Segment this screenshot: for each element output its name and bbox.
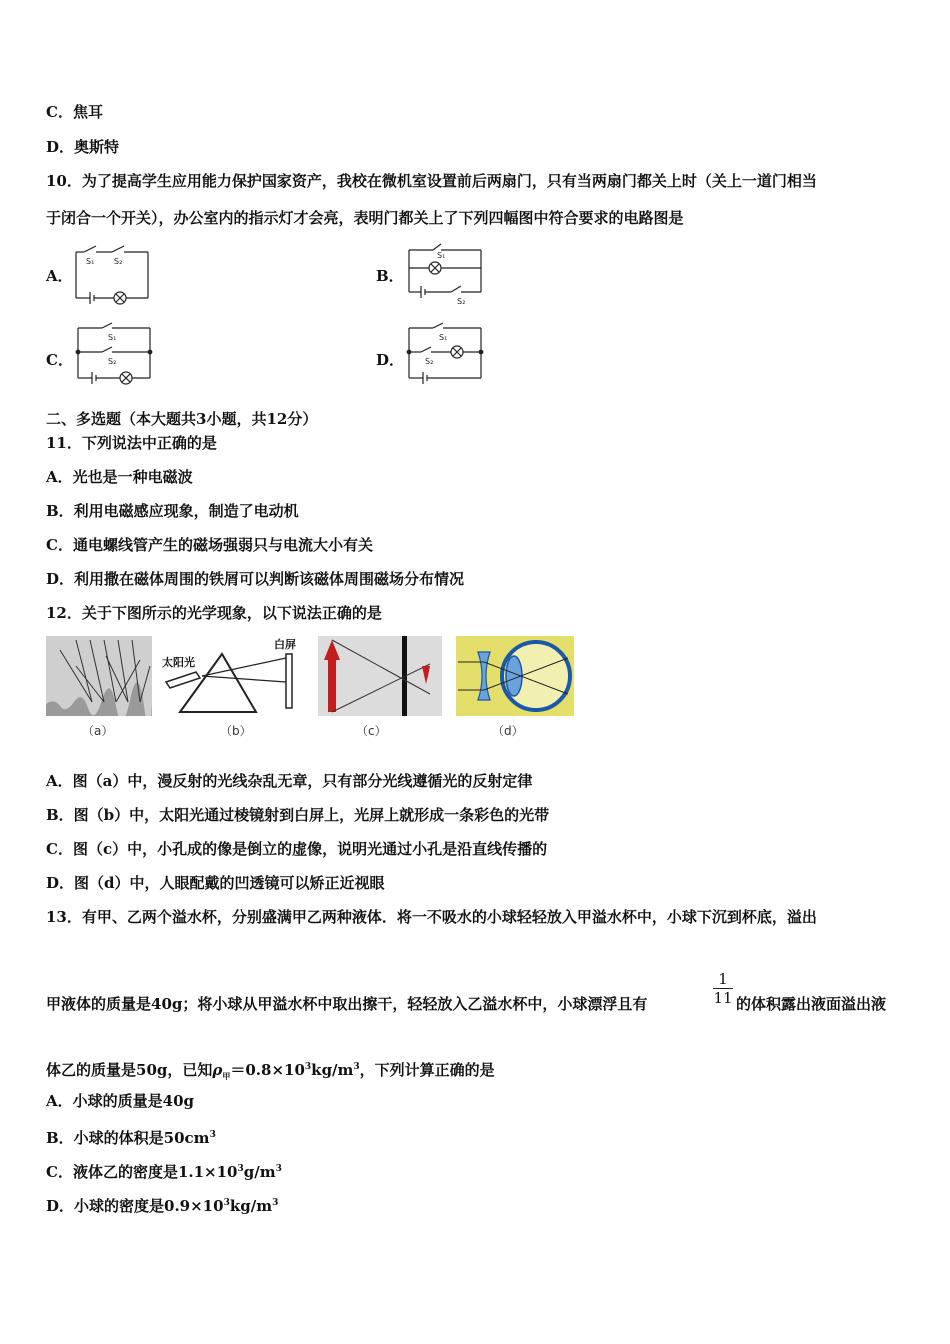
q10-stem-line2: 于闭合一个开关），办公室内的指示灯才会亮，表明门都关上了下列四幅图中符合要求的电路图是 xyxy=(46,209,684,227)
q12-caption-d: （d） xyxy=(492,724,524,738)
q10-a-s1: S₁ xyxy=(86,257,95,266)
q13-option-d-sup2: 3 xyxy=(272,1198,279,1208)
q12-b-screen-label: 白屏 xyxy=(274,638,296,651)
q13-option-b xyxy=(46,1125,216,1148)
q13-option-c-text: C．液体乙的密度是1.1×10 xyxy=(46,1163,238,1181)
q12-caption-c: （c） xyxy=(356,724,387,738)
q13-option-d-tail: kg/m xyxy=(229,1197,273,1215)
q10-circuit-b xyxy=(403,240,487,308)
q10-b-s1: S₁ xyxy=(437,251,446,260)
q12-figure-c xyxy=(318,636,442,716)
q10-b-s2: S₂ xyxy=(457,297,466,306)
q10-option-d-label: D． xyxy=(376,351,405,369)
q10-option-a-label: A． xyxy=(46,267,73,285)
q12-option-c: C．图（c）中，小孔成的像是倒立的虚像，说明光通过小孔是沿直线传播的 xyxy=(46,840,548,858)
q12-option-d: D．图（d）中，人眼配戴的凹透镜可以矫正近视眼 xyxy=(46,874,385,892)
q13-option-c xyxy=(46,1159,282,1182)
q13-option-d-text: D．小球的密度是0.9×10 xyxy=(46,1197,224,1215)
q10-stem-line1: 10．为了提高学生应用能力保护国家资产，我校在微机室设置前后两扇门，只有当两扇门都关上时（关上一道门相当 xyxy=(46,172,817,190)
q11-option-a: A．光也是一种电磁波 xyxy=(46,468,193,486)
q10-circuit-c xyxy=(72,322,156,388)
q10-c-s1: S₁ xyxy=(108,333,117,342)
q11-option-b: B．利用电磁感应现象，制造了电动机 xyxy=(46,502,299,520)
q13-stem-line2-pre: 甲液体的质量是40g；将小球从甲溢水杯中取出擦干，轻轻放入乙溢水杯中，小球漂浮且有 xyxy=(46,995,648,1013)
q11-option-d: D．利用撒在磁体周围的铁屑可以判断该磁体周围磁场分布情况 xyxy=(46,570,465,588)
q12-figure-b xyxy=(158,636,308,716)
q10-circuit-d xyxy=(403,322,487,388)
q10-d-s2: S₂ xyxy=(425,357,434,366)
q12-caption-b: （b） xyxy=(220,724,252,738)
q12-option-a: A．图（a）中，漫反射的光线杂乱无章，只有部分光线遵循光的反射定律 xyxy=(46,772,533,790)
q13-option-c-sup2: 3 xyxy=(275,1164,282,1174)
q13-line3-exp: 3 xyxy=(304,1062,312,1072)
q13-option-c-tail: g/m xyxy=(243,1163,276,1181)
q13-stem-line3 xyxy=(46,1057,495,1086)
q11-stem: 11．下列说法中正确的是 xyxy=(46,434,217,452)
q12-stem: 12．关于下图所示的光学现象，以下说法正确的是 xyxy=(46,604,382,622)
q13-fraction-numerator: 1 xyxy=(718,970,728,988)
q12-b-sun-label: 太阳光 xyxy=(162,656,195,669)
section2-title: 二、多选题（本大题共3小题，共12分） xyxy=(46,410,318,428)
q10-c-s2: S₂ xyxy=(108,357,117,366)
q13-option-d xyxy=(46,1193,278,1216)
q12-figure-d xyxy=(456,636,574,716)
q13-option-b-text: B．小球的体积是50cm xyxy=(46,1129,210,1147)
q13-line3-mid: ＝0.8×10 xyxy=(230,1061,305,1079)
q13-fraction-denominator: 11 xyxy=(713,989,733,1007)
q12-caption-a: （a） xyxy=(82,724,114,738)
q13-fraction xyxy=(712,970,734,1007)
q11-option-c: C．通电螺线管产生的磁场强弱只与电流大小有关 xyxy=(46,536,373,554)
q13-stem-line1: 13．有甲、乙两个溢水杯，分别盛满甲乙两种液体．将一不吸水的小球轻轻放入甲溢水杯中，小球下沉到杯底，溢出 xyxy=(46,908,817,926)
q9-option-d: D．奥斯特 xyxy=(46,138,120,156)
q10-circuit-a xyxy=(70,240,154,306)
q13-line3-exp2: 3 xyxy=(353,1062,360,1072)
q13-option-c-sup: 3 xyxy=(237,1164,244,1174)
q13-option-d-sup: 3 xyxy=(223,1198,230,1208)
q13-option-a xyxy=(46,1091,194,1111)
q13-line3-pre: 体乙的质量是50g，已知 xyxy=(46,1061,213,1079)
q13-rho-sub: 甲 xyxy=(222,1071,231,1081)
q10-d-s1: S₁ xyxy=(439,333,448,342)
q13-rho: ρ xyxy=(212,1061,223,1079)
q13-line3-tail: ，下列计算正确的是 xyxy=(359,1061,495,1079)
q13-line3-post: kg/m xyxy=(311,1061,354,1079)
q12-option-b: B．图（b）中，太阳光通过棱镜射到白屏上，光屏上就形成一条彩色的光带 xyxy=(46,806,550,824)
q10-option-b-label: B． xyxy=(376,267,404,285)
q10-a-s2: S₂ xyxy=(114,257,123,266)
q12-figure-a xyxy=(46,636,152,716)
q13-option-a-text: A．小球的质量是40g xyxy=(46,1092,195,1110)
q13-option-b-sup: 3 xyxy=(209,1130,216,1140)
q13-stem-line2-post: 的体积露出液面溢出液 xyxy=(736,995,887,1013)
q9-option-c: C．焦耳 xyxy=(46,103,103,121)
q10-option-c-label: C． xyxy=(46,351,73,369)
